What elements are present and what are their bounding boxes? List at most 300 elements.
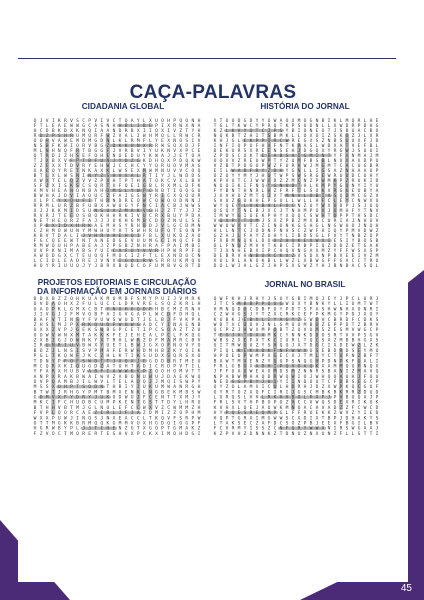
grid-letter: C [130, 405, 134, 411]
grid-letter: W [231, 263, 235, 268]
grid-letter: J [267, 193, 271, 199]
grid-letter: I [297, 128, 301, 134]
grid-letter: X [179, 143, 183, 149]
grid-letter: E [333, 328, 337, 334]
grid-letter: S [327, 400, 331, 406]
grid-letter: E [243, 338, 247, 344]
grid-letter: Q [291, 238, 295, 244]
grid-letter: Y [45, 263, 49, 268]
grid-letter: G [237, 312, 241, 318]
grid-letter: H [213, 411, 217, 417]
grid-letter: X [231, 322, 235, 328]
grid-letter: J [112, 163, 116, 169]
grid-letter: W [261, 178, 265, 184]
grid-letter: C [249, 307, 253, 313]
grid-letter: Q [261, 193, 265, 199]
grid-letter: I [124, 385, 128, 391]
grid-letter: U [345, 374, 349, 380]
grid-letter: Q [167, 421, 170, 427]
grid-letter: B [88, 158, 92, 164]
grid-letter: G [297, 390, 301, 396]
grid-letter: O [167, 328, 170, 334]
grid-letter: R [191, 297, 195, 303]
grid-letter: T [167, 395, 170, 401]
grid-letter: B [33, 173, 37, 179]
grid-letter: L [231, 348, 235, 354]
grid-letter: A [76, 248, 79, 254]
grid-letter: L [321, 223, 325, 229]
grid-letter: P [88, 390, 92, 396]
grid-letter: P [267, 213, 271, 219]
grid-letter: S [321, 369, 325, 375]
grid-letter: K [100, 297, 104, 303]
grid-letter: A [345, 163, 349, 169]
grid-letter: R [225, 390, 229, 396]
grid-letter: A [369, 426, 373, 432]
grid-letter: A [149, 333, 152, 339]
grid-letter: B [309, 421, 313, 427]
grid-letter: V [185, 343, 189, 349]
grid-letter: D [303, 148, 307, 154]
grid-letter: A [357, 416, 361, 422]
grid-letter: W [136, 343, 140, 349]
grid-letter: W [279, 374, 283, 380]
grid-letter: X [118, 390, 122, 396]
grid-letter: M [33, 148, 37, 154]
grid-letter: X [149, 405, 152, 411]
grid-letter: V [118, 133, 122, 139]
grid-letter: X [285, 213, 289, 219]
grid-letter: M [297, 158, 301, 164]
grid-letter: I [273, 390, 277, 396]
grid-letter: D [291, 307, 295, 313]
grid-letter: Q [321, 400, 325, 406]
grid-letter: J [173, 297, 177, 303]
grid-letter: V [136, 213, 140, 219]
grid-letter: E [321, 173, 325, 179]
grid-letter: B [249, 248, 253, 254]
grid-letter: Z [173, 302, 177, 308]
grid-letter: Q [297, 328, 301, 334]
grid-letter: D [76, 395, 79, 401]
grid-letter: K [231, 317, 235, 323]
grid-letter: K [327, 411, 331, 417]
grid-letter: O [267, 118, 271, 124]
grid-letter: H [142, 243, 146, 249]
grid-letter: Z [76, 178, 79, 184]
grid-letter: F [261, 390, 265, 396]
grid-letter: H [45, 138, 49, 144]
grid-letter: V [45, 118, 49, 124]
grid-letter: D [197, 238, 201, 244]
grid-letter: E [249, 359, 253, 365]
grid-letter: M [309, 354, 313, 360]
grid-letter: J [197, 198, 201, 204]
grid-letter: P [369, 158, 373, 164]
grid-letter: E [106, 238, 110, 244]
grid-letter: J [231, 233, 235, 239]
grid-letter: O [39, 263, 43, 268]
grid-letter: Q [303, 359, 307, 365]
grid-letter: N [45, 148, 49, 154]
grid-letter: X [255, 328, 259, 334]
grid-letter: G [51, 312, 55, 318]
grid-letter: P [118, 328, 122, 334]
grid-letter: W [249, 369, 253, 375]
grid-letter: Z [130, 243, 134, 249]
grid-letter: F [273, 143, 277, 149]
grid-letter: B [161, 307, 164, 313]
grid-letter: T [225, 322, 229, 328]
grid-letter: P [345, 354, 349, 360]
grid-letter: H [130, 143, 134, 149]
grid-letter: R [51, 364, 55, 370]
grid-letter: Y [255, 380, 259, 386]
grid-letter: F [249, 183, 253, 189]
grid-letter: W [339, 223, 343, 229]
grid-letter: W [39, 193, 43, 199]
grid-letter: J [261, 208, 265, 214]
grid-letter: J [237, 328, 241, 334]
grid-letter: Z [219, 312, 223, 318]
grid-letter: P [45, 198, 49, 204]
grid-letter: Z [142, 338, 146, 344]
grid-letter: H [267, 364, 271, 370]
grid-letter: H [51, 405, 55, 411]
grid-letter: R [369, 322, 373, 328]
grid-letter: L [297, 338, 301, 344]
grid-letter: B [167, 359, 170, 365]
grid-letter: L [124, 188, 128, 194]
grid-letter: Y [243, 426, 247, 432]
grid-letter: C [45, 238, 49, 244]
grid-letter: X [213, 258, 217, 264]
grid-letter: N [57, 248, 61, 254]
grid-letter: V [219, 405, 223, 411]
grid-letter: F [142, 395, 146, 401]
grid-letter: I [142, 128, 146, 134]
grid-letter: I [261, 385, 265, 391]
grid-letter: U [142, 385, 146, 391]
grid-letter: S [231, 380, 235, 386]
grid-letter: K [100, 333, 104, 339]
grid-letter: O [39, 348, 43, 354]
grid-letter: X [179, 395, 183, 401]
grid-letter: Y [357, 411, 361, 417]
grid-letter: Q [243, 238, 247, 244]
grid-letter: J [369, 138, 373, 144]
grid-letter: Q [261, 374, 265, 380]
grid-letter: Y [136, 248, 140, 254]
grid-letter: G [315, 343, 319, 349]
grid-letter: U [149, 354, 152, 360]
grid-letter: F [112, 333, 116, 339]
grid-letter: F [363, 374, 367, 380]
grid-letter: V [303, 328, 307, 334]
grid-letter: O [191, 168, 195, 174]
grid-letter: F [225, 243, 229, 249]
grid-letter: Z [149, 369, 152, 375]
grid-letter: D [51, 253, 55, 259]
grid-letter: P [57, 359, 61, 365]
grid-letter: E [149, 302, 152, 308]
grid-letter: M [179, 390, 183, 396]
grid-letter: I [51, 338, 55, 344]
grid-letter: V [219, 198, 223, 204]
grid-letter: S [375, 338, 379, 344]
grid-letter: N [339, 263, 343, 268]
grid-letter: G [112, 328, 116, 334]
grid-letter: J [191, 208, 195, 214]
grid-letter: P [45, 380, 49, 386]
grid-letter: M [185, 258, 189, 264]
grid-letter: E [142, 333, 146, 339]
grid-letter: D [333, 405, 337, 411]
grid-letter: P [173, 158, 177, 164]
grid-letter: S [167, 354, 170, 360]
grid-letter: A [88, 374, 92, 380]
grid-letter: I [321, 193, 325, 199]
grid-letter: J [357, 223, 361, 229]
grid-letter: A [88, 333, 92, 339]
grid-letter: A [255, 374, 259, 380]
grid-letter: V [213, 163, 217, 169]
grid-letter: C [64, 400, 67, 406]
grid-letter: Q [351, 385, 355, 391]
grid-letter: J [255, 173, 259, 179]
grid-letter: V [161, 223, 164, 229]
grid-letter: I [261, 248, 265, 254]
grid-letter: K [57, 208, 61, 214]
grid-letter: K [273, 333, 277, 339]
grid-letter: X [255, 248, 259, 254]
grid-letter: F [82, 218, 85, 224]
grid-letter: G [130, 426, 134, 432]
grid-letter: D [273, 168, 277, 174]
grid-letter: F [279, 188, 283, 194]
grid-letter: E [179, 153, 183, 159]
grid-letter: H [197, 118, 201, 124]
grid-letter: Y [94, 248, 98, 254]
grid-letter: L [213, 421, 217, 427]
grid-letter: R [357, 118, 361, 124]
grid-letter: S [333, 193, 337, 199]
grid-letter: K [88, 338, 92, 344]
grid-letter: J [82, 263, 85, 268]
grid-letter: P [261, 163, 265, 169]
grid-letter: U [267, 400, 271, 406]
grid-letter: P [273, 400, 277, 406]
grid-letter: H [167, 369, 170, 375]
grid-letter: O [309, 348, 313, 354]
grid-letter: F [76, 359, 79, 365]
grid-letter: R [219, 364, 223, 370]
grid-letter: Y [261, 297, 265, 303]
grid-letter: G [57, 338, 61, 344]
grid-letter: N [357, 198, 361, 204]
grid-letter: D [333, 400, 337, 406]
grid-letter: H [369, 118, 373, 124]
grid-letter: O [225, 354, 229, 360]
grid-letter: V [375, 421, 379, 427]
grid-letter: X [100, 168, 104, 174]
grid-letter: B [88, 213, 92, 219]
grid-letter: C [39, 364, 43, 370]
grid-letter: M [76, 333, 79, 339]
grid-letter: M [333, 364, 337, 370]
grid-letter: E [130, 168, 134, 174]
grid-letter: H [249, 374, 253, 380]
grid-letter: F [267, 421, 271, 427]
grid-letter: S [76, 317, 79, 323]
grid-letter: X [142, 421, 146, 427]
grid-letter: G [363, 243, 367, 249]
grid-letter: A [106, 203, 110, 209]
grid-letter: U [88, 302, 92, 308]
grid-letter: D [155, 359, 158, 365]
grid-letter: A [191, 163, 195, 169]
grid-letter: I [327, 343, 331, 349]
grid-letter: S [76, 153, 79, 159]
grid-letter: R [100, 183, 104, 189]
grid-letter: W [155, 312, 158, 318]
grid-letter: X [255, 338, 259, 344]
grid-letter: M [185, 395, 189, 401]
grid-letter: A [237, 168, 241, 174]
grid-letter: Z [33, 322, 37, 328]
grid-letter: O [124, 183, 128, 189]
grid-letter: W [118, 168, 122, 174]
grid-letter: L [167, 223, 170, 229]
grid-letter: P [155, 297, 158, 303]
grid-letter: F [345, 248, 349, 254]
grid-letter: Y [155, 138, 158, 144]
grid-letter: W [231, 223, 235, 229]
grid-letter: G [291, 168, 295, 174]
grid-letter: V [173, 178, 177, 184]
grid-letter: N [351, 354, 355, 360]
grid-letter: R [225, 395, 229, 401]
grid-letter: S [197, 203, 201, 209]
grid-letter: H [315, 198, 319, 204]
grid-letter: H [136, 178, 140, 184]
grid-letter: G [333, 223, 337, 229]
grid-letter: V [243, 359, 247, 365]
grid-letter: Y [267, 183, 271, 189]
grid-letter: E [243, 348, 247, 354]
grid-letter: H [255, 395, 259, 401]
grid-letter: F [149, 263, 152, 268]
grid-letter: M [51, 228, 55, 234]
grid-letter: B [291, 395, 295, 401]
grid-letter: N [191, 228, 195, 234]
grid-letter: L [112, 168, 116, 174]
grid-letter: L [225, 168, 229, 174]
grid-letter: C [161, 312, 164, 318]
grid-letter: R [155, 193, 158, 199]
grid-letter: L [285, 198, 289, 204]
grid-letter: T [149, 416, 152, 422]
grid-letter: V [345, 411, 349, 417]
grid-letter: A [45, 369, 49, 375]
grid-letter: P [225, 431, 229, 436]
grid-letter: Q [219, 416, 223, 422]
grid-letter: G [237, 380, 241, 386]
grid-letter: O [261, 253, 265, 259]
grid-letter: Y [142, 153, 146, 159]
grid-letter: B [261, 400, 265, 406]
grid-letter: Z [357, 343, 361, 349]
top-rule [18, 58, 396, 59]
grid-letter: R [351, 390, 355, 396]
grid-letter: R [106, 411, 110, 417]
grid-letter: A [39, 168, 43, 174]
grid-letter: N [219, 143, 223, 149]
grid-letter: C [112, 118, 116, 124]
grid-letter: S [321, 307, 325, 313]
grid-letter: M [155, 411, 158, 417]
grid-letter: K [185, 374, 189, 380]
grid-letter: B [45, 223, 49, 229]
grid-letter: K [39, 400, 43, 406]
grid-letter: C [351, 297, 355, 303]
grid-letter: X [219, 193, 223, 199]
grid-letter: F [64, 359, 67, 365]
grid-letter: H [124, 218, 128, 224]
grid-letter: T [231, 390, 235, 396]
grid-letter: A [112, 208, 116, 214]
grid-letter: N [106, 416, 110, 422]
grid-letter: T [185, 328, 189, 334]
grid-letter: O [39, 333, 43, 339]
grid-letter: N [191, 307, 195, 313]
grid-letter: B [118, 385, 122, 391]
grid-letter: Q [57, 411, 61, 417]
grid-letter: A [315, 307, 319, 313]
grid-letter: U [191, 193, 195, 199]
grid-letter: R [255, 188, 259, 194]
grid-letter: T [231, 359, 235, 365]
grid-letter: D [179, 198, 183, 204]
grid-letter: I [161, 193, 164, 199]
grid-letter: P [267, 158, 271, 164]
grid-letter: P [197, 228, 201, 234]
grid-letter: M [255, 354, 259, 360]
grid-letter: Q [136, 307, 140, 313]
grid-letter: B [333, 390, 337, 396]
grid-letter: O [267, 138, 271, 144]
grid-letter: A [357, 128, 361, 134]
grid-letter: F [339, 431, 343, 436]
grid-letter: E [249, 158, 253, 164]
grid-letter: U [106, 343, 110, 349]
grid-letter: G [124, 203, 128, 209]
grid-letter: Z [94, 178, 98, 184]
grid-letter: K [191, 158, 195, 164]
grid-letter: W [142, 133, 146, 139]
grid-letter: B [161, 188, 164, 194]
grid-letter: E [88, 243, 92, 249]
grid-letter: D [327, 359, 331, 365]
grid-letter: N [261, 431, 265, 436]
grid-letter: E [267, 148, 271, 154]
grid-letter: L [237, 258, 241, 264]
grid-letter: K [173, 233, 177, 239]
grid-letter: X [57, 395, 61, 401]
grid-letter: R [267, 253, 271, 259]
grid-letter: Y [136, 118, 140, 124]
grid-letter: N [213, 133, 217, 139]
